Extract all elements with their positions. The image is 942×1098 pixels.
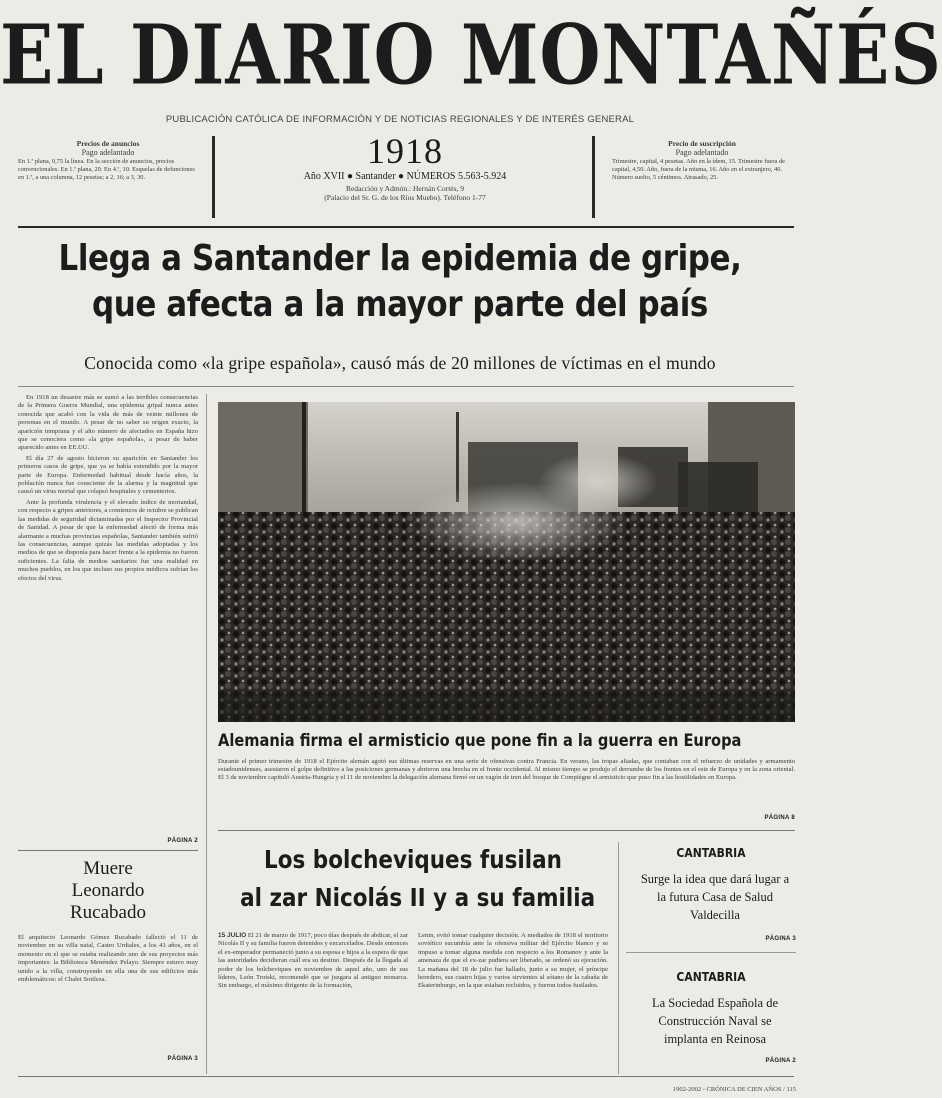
issue-info-box: [222, 130, 588, 202]
tsar-column-1: [218, 932, 408, 1070]
footer-credit: 1902-2002 - CRÓNICA DE CIEN AÑOS / 115: [672, 1086, 796, 1093]
issue-address-1: Redacción y Admón.: Hernán Cortés, 9: [345, 184, 465, 193]
ad-prices-box: [18, 140, 198, 182]
tsar-headline-line-1: Los bolcheviques fusilan: [264, 845, 562, 874]
issue-year: 1918: [367, 131, 443, 171]
subscription-text: Trimestre, capital, 4 pesetas. Año en la ídem, 15. Trimestre fuera de capital, 4,50. Año, fuera de la misma, 16. Año en el extranjero, 40. Número suelto, 5 céntimos. Atrasado, 25.: [612, 158, 785, 181]
armistice-rule: [218, 830, 795, 831]
armistice-page-ref: PÁGINA 8: [764, 815, 795, 821]
rucabado-headline: [18, 858, 198, 924]
naval-brief: La Sociedad Española de Construcción Naval se implanta en Reinosa: [652, 996, 778, 1046]
header-divider-left: [212, 136, 215, 218]
lead-deck: Conocida como «la gripe española», causó más de 20 millones de víctimas en el mundo: [84, 353, 716, 373]
lead-body: [18, 394, 198, 810]
header-divider-right: [592, 136, 595, 218]
right-column-divider: [618, 842, 619, 1074]
tsar-dateline: 15 JULIO: [218, 932, 247, 939]
subscription-box: [612, 140, 792, 182]
left-column-divider: [206, 394, 207, 1074]
footer-rule: [18, 1076, 794, 1077]
crowd-photo: [218, 402, 795, 722]
lead-paragraph: Ante la profunda virulencia y el elevado índice de mortandad, con respecto a gripes anteriores, a comienzos de octubre se publican las medidas de seguridad dictaminadas por el Inspector Provincial de Sanidad. A pesar de que la enfermedad afectó de forma más alarmante a muchas provincias españolas, Santander también sufrió las consecuencias, aunque quizás las medidas adoptadas y los medios de que se disponía para hacer frente a la epidemia no fueron suficientes. La falta de medios sanitarios fue una realidad en muchos pueblos, en los que incluso sus propios médicos sufrían los efectos del virus.: [18, 498, 198, 582]
valdecilla-brief: Surge la idea que dará lugar a la futura Casa de Salud Valdecilla: [640, 872, 790, 922]
subscription-subtitle: Pago adelantado: [675, 147, 729, 157]
tsar-column-2: Lenin, evitó tomar cualquier decisión. A mediados de 1918 el territorio soviético sucumbía ante la ofensiva militar del Ejército blanco y se impuso a tomar alguna medida con respecto a los Romanov y ante la amenaza de que el ex-zar pudiera ser liberado, se ordenó su ejecución. La mañana del 18 de julio fue hallado, junto a su mujer, el príncipe heredero, sus cuatro hijas y varios sirvientes al sótano de la cabaña de Ekaterinburgo, en la que estaban recluidos, y fueron todos fusilados.: [418, 932, 608, 990]
masthead-subtitle: PUBLICACIÓN CATÓLICA DE INFORMACIÓN Y DE NOTICIAS REGIONALES Y DE INTERÉS GENERAL: [165, 114, 635, 125]
rucabado-headline-line: Muere: [83, 858, 133, 879]
rucabado-headline-line: Rucabado: [70, 902, 146, 923]
issue-address-2: (Palacio del Sr. G. de los Ríos Muebo). Teléfono 1-77: [324, 192, 486, 202]
header-rule: [18, 226, 794, 228]
cantabria-section-label: CANTABRIA: [676, 970, 746, 984]
rucabado-page-ref: PÁGINA 3: [167, 1056, 198, 1062]
lead-paragraph: El día 27 de agosto hicieron su aparición en Santander los primeros casos de gripe, que ya se había extendido por la mayor parte de Europa. Enfermedad habitual desde hacía años, la población nunca fue consciente de la alarma y la magnitud que causó un virus mortal que colapsó hospitales y cementerios.: [18, 454, 198, 496]
tsar-text-1: El 21 de marzo de 1917, poco días después de abdicar, el zar Nicolás II y su familia fueron detenidos y encarcelados. Desde entonces el ex-emperador permaneció junto a su esposa e hijos a la espera de que las autoridades decidieran cuál era su destino. Después de la llegada al poder de los bolcheviques en noviembre de aquel año, uno de sus líderes, León Trotski, recomendó que se juzgara al antiguo monarca. Sin embargo, el máximo dirigente de la formación,: [218, 932, 408, 990]
cantabria-rule: [626, 952, 796, 953]
valdecilla-page-ref: PÁGINA 3: [765, 936, 796, 942]
lead-headline-line-1: Llega a Santander la epidemia de gripe,: [58, 238, 742, 279]
deck-rule: [18, 386, 794, 387]
naval-page-ref: PÁGINA 2: [765, 1058, 796, 1064]
lead-paragraph: En 1918 un desastre más se sumó a las terribles consecuencias de la Primera Guerra Mundial, una epidemia gripal nunca antes conocida que acabó con la vida de más de veinte millones de personas en el mundo. A pesar de no saber su origen exacto, la aparición temprana y el alto número de afectados en España hizo que se conociera como «la gripe española», a pesar de haber aparecido antes en EE.UU.: [18, 394, 198, 452]
rucabado-body: El arquitecto Leonardo Gómez Rucabado falleció el 11 de noviembre en su villa natal, Castro Urdiales, a los 43 años, en el momento en el que se estaba realizando uno de sus proyectos más importantes: la Biblioteca Menéndez Pelayo. Siempre estuvo muy unido a la villa, construyendo en ella una de sus edificios más emblemáticos: el Chalet Sotileza.: [18, 934, 198, 984]
lead-page-ref: PÁGINA 2: [167, 838, 198, 844]
tsar-headline-line-2: al zar Nicolás II y a su familia: [240, 883, 596, 912]
cantabria-section-label: CANTABRIA: [676, 846, 746, 860]
left-col-rule: [18, 850, 198, 851]
ad-prices-title: Precios de anuncios: [76, 139, 140, 148]
subscription-title: Precio de suscripción: [668, 139, 736, 148]
crowd-photo-image: [218, 402, 795, 722]
armistice-body: Durante el primer trimestre de 1918 el Ejército alemán agotó sus últimas reservas en una serie de ofensivas contra Francia. En verano, las tropas aliadas, que contaban con el refuerzo de unidades y armamento estadounidenses, asestaron el golpe definitivo a las posiciones germanas y abrieron una brecha en el frente occidental. Al mismo tiempo se produjo el derrumbe de los frentes en el este de Europa y en la zona oriental. El 3 de noviembre capituló Austria-Hungría y el 11 de noviembre la delegación alemana firmó en un vagón de tren del bosque de Compiègne el armisticio que puso fin a las hostilidades en Europa.: [218, 758, 795, 782]
issue-number: Año XVII ● Santander ● NÚMEROS 5.563-5.924: [303, 171, 507, 182]
ad-prices-subtitle: Pago adelantado: [81, 147, 135, 157]
newspaper-masthead: EL DIARIO MONTAÑÉS: [0, 5, 942, 104]
armistice-headline: Alemania firma el armisticio que pone fin a la guerra en Europa: [218, 731, 742, 751]
rucabado-headline-line: Leonardo: [71, 880, 145, 901]
ad-prices-text: En 1.ª plana, 0,75 la línea. En la sección de anuncios, precios convencionales. En 1.ª plana, 20. En 4.ª, 10. Esquelas de defunciones en 1.ª, a una columna, 12 pesetas; a 2, 16; a 3, 30.: [18, 158, 195, 181]
lead-headline-line-2: que afecta a la mayor parte del país: [92, 284, 708, 325]
